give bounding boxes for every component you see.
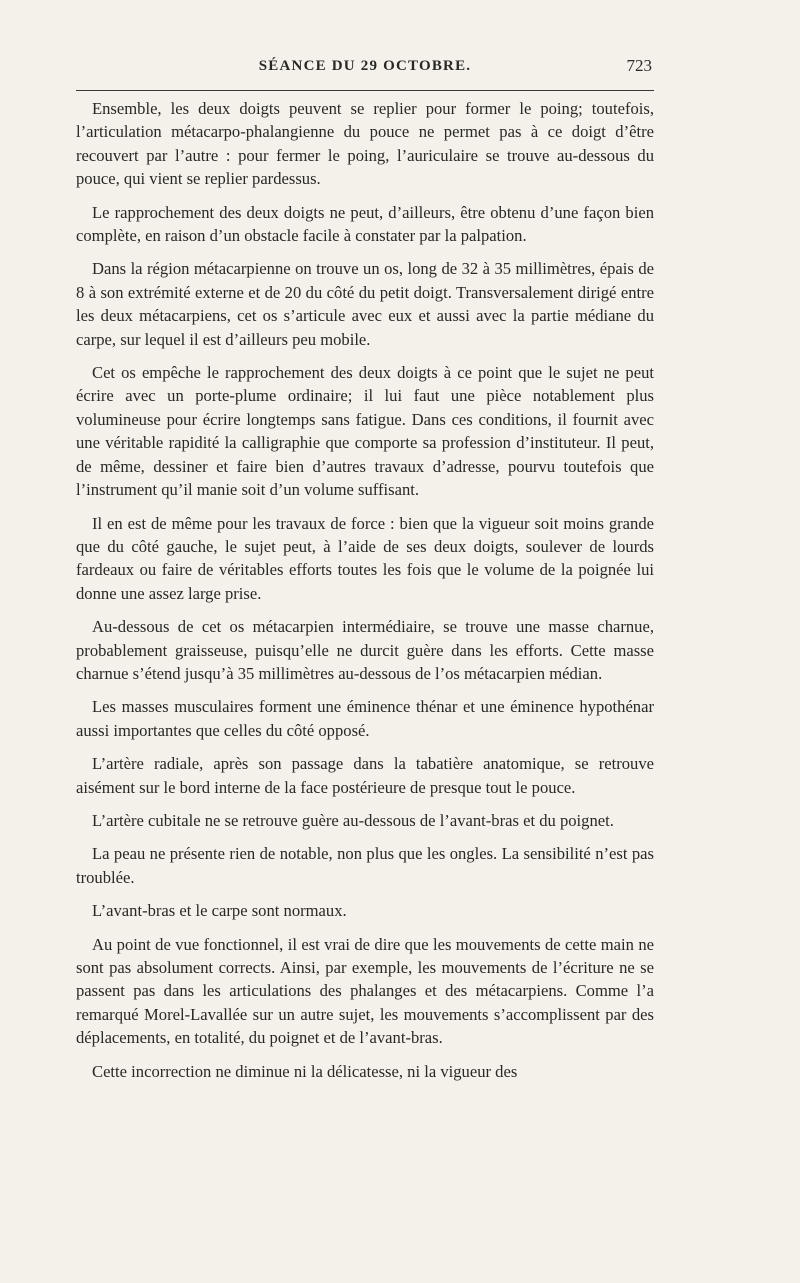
body-text [76, 97, 654, 1083]
paragraph: La peau ne présente rien de notable, non plus que les ongles. La sensibilité n’est pas troublée. [76, 844, 654, 887]
running-title: SÉANCE DU 29 OCTOBRE. [258, 58, 472, 74]
paragraph: Ensemble, les deux doigts peuvent se replier pour former le poing; toutefois, l’articulation métacarpo-phalangienne du pouce ne permet pas à ce doigt d’être recouvert par l’autre : pour fermer le poing, l’auriculaire se trouve au-dessous du pouce, qui vient se replier pardessus. [76, 99, 654, 189]
paragraph: Au point de vue fonctionnel, il est vrai de dire que les mouvements de cette main ne sont pas absolument corrects. Ainsi, par exemple, les mouvements de l’écriture ne se passent pas dans les articulations des phalanges et des métacarpiens. Comme l’a remarqué Morel-Lavallée sur un autre sujet, les mouvements s’accomplissent par des déplacements, en totalité, du poignet et de l’avant-bras. [76, 934, 654, 1048]
paragraph: Le rapprochement des deux doigts ne peut, d’ailleurs, être obtenu d’une façon bien complète, en raison d’un obstacle facile à constater par la palpation. [76, 202, 654, 246]
paragraph: Les masses musculaires forment une éminence thénar et une éminence hypothénar aussi importantes que celles du côté opposé. [76, 697, 654, 740]
paragraph: L’artère cubitale ne se retrouve guère au-dessous de l’avant-bras et du poignet. [92, 810, 614, 830]
header-rule [76, 90, 654, 91]
paragraph: Cet os empêche le rapprochement des deux doigts à ce point que le sujet ne peut écrire avec un porte-plume ordinaire; il lui faut une pièce notablement plus volumineuse pour écrire longtemps sans fatigue. Dans ces conditions, il fournit avec une véritable rapidité la calligraphie que comporte sa profession d’instituteur. Il peut, de même, dessiner et faire bien d’autres travaux d’adresse, pourvu toutefois que l’instrument qu’il manie soit d’un volume suffisant. [76, 363, 654, 500]
page-number: 723 [626, 56, 652, 75]
paragraph: Au-dessous de cet os métacarpien intermédiaire, se trouve une masse charnue, probablement graisseuse, puisqu’elle ne durcit guère dans les efforts. Cette masse charnue s’étend jusqu’à 35 millimètres au-dessous de l’os métacarpien médian. [76, 617, 654, 683]
paragraph: Il en est de même pour les travaux de force : bien que la vigueur soit moins grande que du côté gauche, le sujet peut, à l’aide de ses deux doigts, soulever de lourds fardeaux ou faire de véritables efforts toutes les fois que le volume de la poignée lui donne une assez large prise. [76, 513, 654, 603]
paragraph: Dans la région métacarpienne on trouve un os, long de 32 à 35 millimètres, épais de 8 à son extrémité externe et de 20 du côté du petit doigt. Transversalement dirigé entre les deux métacarpiens, cet os s’articule avec eux et aussi avec la partie médiane du carpe, sur lequel il est d’ailleurs peu mobile. [76, 259, 654, 349]
paragraph-continued: Cette incorrection ne diminue ni la délicatesse, ni la vigueur des [92, 1061, 518, 1081]
running-header [76, 56, 654, 84]
paragraph: L’avant-bras et le carpe sont normaux. [92, 901, 347, 921]
paragraph: L’artère radiale, après son passage dans la tabatière anatomique, se retrouve aisément sur le bord interne de la face postérieure de presque tout le pouce. [76, 754, 654, 797]
